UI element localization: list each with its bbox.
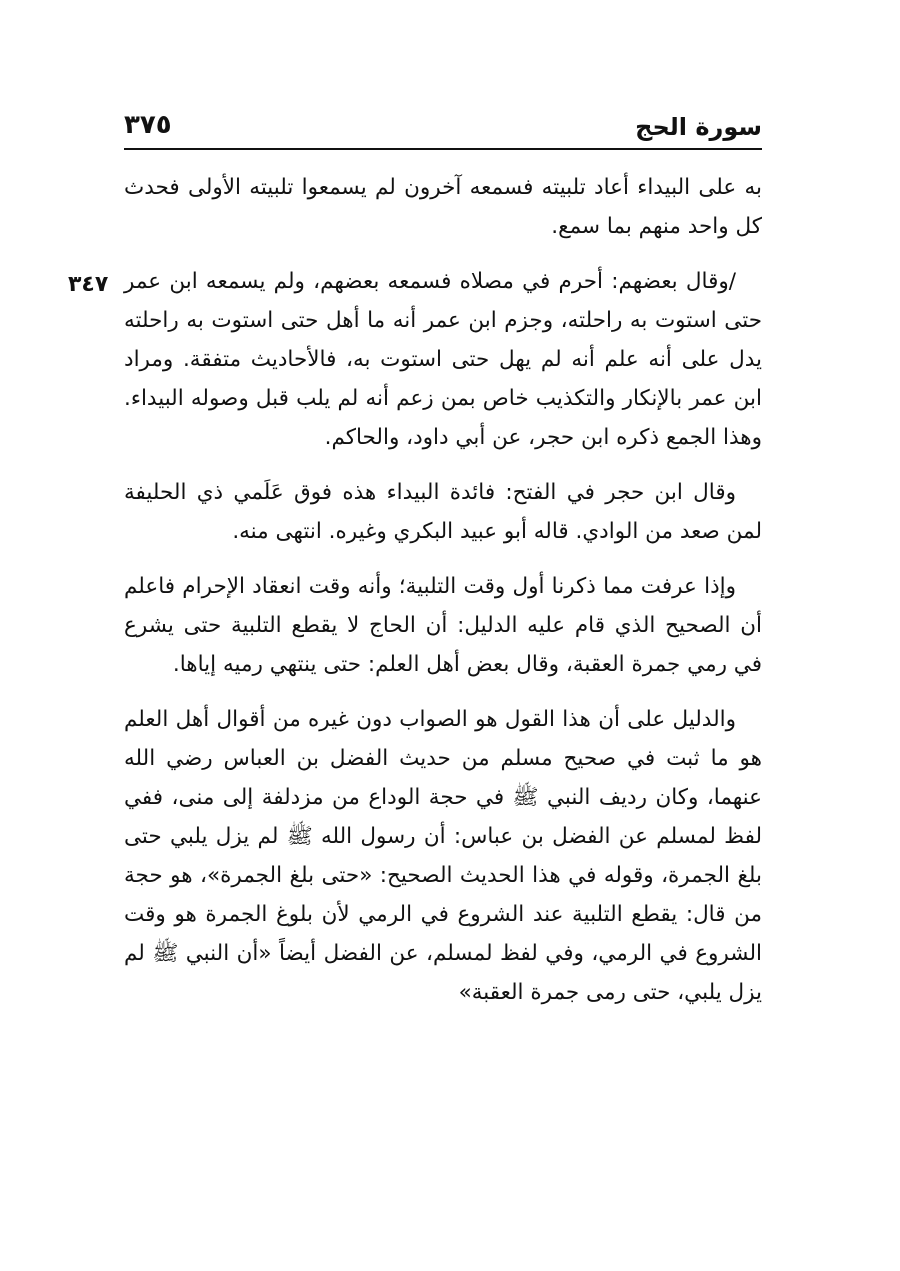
page-number: ٣٧٥ — [124, 110, 172, 140]
paragraph-1: به على البيداء أعاد تلبيته فسمعه آخرون لم يسمعوا تلبيته الأولى فحدث كل واحد منهم بما سمع. — [124, 175, 762, 239]
running-header — [124, 108, 762, 150]
paragraph-5: والدليل على أن هذا القول هو الصواب دون غيره من أقوال أهل العلم هو ما ثبت في صحيح مسلم من حديث الفضل بن العباس رضي الله عنهما، وكان رديف النبي ﷺ في حجة الوداع من مزدلفة إلى منى، ففي لفظ لمسلم عن الفضل بن عباس: أن رسول الله ﷺ لم يزل يلبي حتى بلغ الجمرة، وقوله في هذا الحديث الصحيح: «حتى بلغ الجمرة»، هو حجة من قال: يقطع التلبية عند الشروع في الرمي لأن بلوغ الجمرة هو وقت الشروع في الرمي، وفي لفظ لمسلم، عن الفضل أيضاً «أن النبي ﷺ لم يزل يلبي، حتى رمى جمرة العقبة» — [124, 707, 762, 1005]
paragraph-4: وإذا عرفت مما ذكرنا أول وقت التلبية؛ وأنه وقت انعقاد الإحرام فاعلم أن الصحيح الذي قام عليه الدليل: أن الحاج لا يقطع التلبية حتى يشرع في رمي جمرة العقبة، وقال بعض أهل العلم: حتى ينتهي رميه إياها. — [124, 574, 762, 677]
original-page-marker: ٣٤٧ — [68, 272, 109, 297]
body-text — [124, 168, 762, 1028]
paragraph-2: /وقال بعضهم: أحرم في مصلاه فسمعه بعضهم، ولم يسمعه ابن عمر حتى استوت به راحلته، وجزم ابن عمر أنه ما أهل حتى استوت به راحلته يدل على أنه علم أنه لم يهل حتى استوت به، فالأحاديث متفقة. ومراد ابن عمر بالإنكار والتكذيب خاص بمن زعم أنه لم يلب قبل وصوله البيداء. وهذا الجمع ذكره ابن حجر، عن أبي داود، والحاكم. — [124, 269, 762, 450]
paragraph-3: وقال ابن حجر في الفتح: فائدة البيداء هذه فوق عَلَمي ذي الحليفة لمن صعد من الوادي. قاله أبو عبيد البكري وغيره. انتهى منه. — [124, 480, 762, 544]
surah-title: سورة الحج — [635, 113, 762, 141]
